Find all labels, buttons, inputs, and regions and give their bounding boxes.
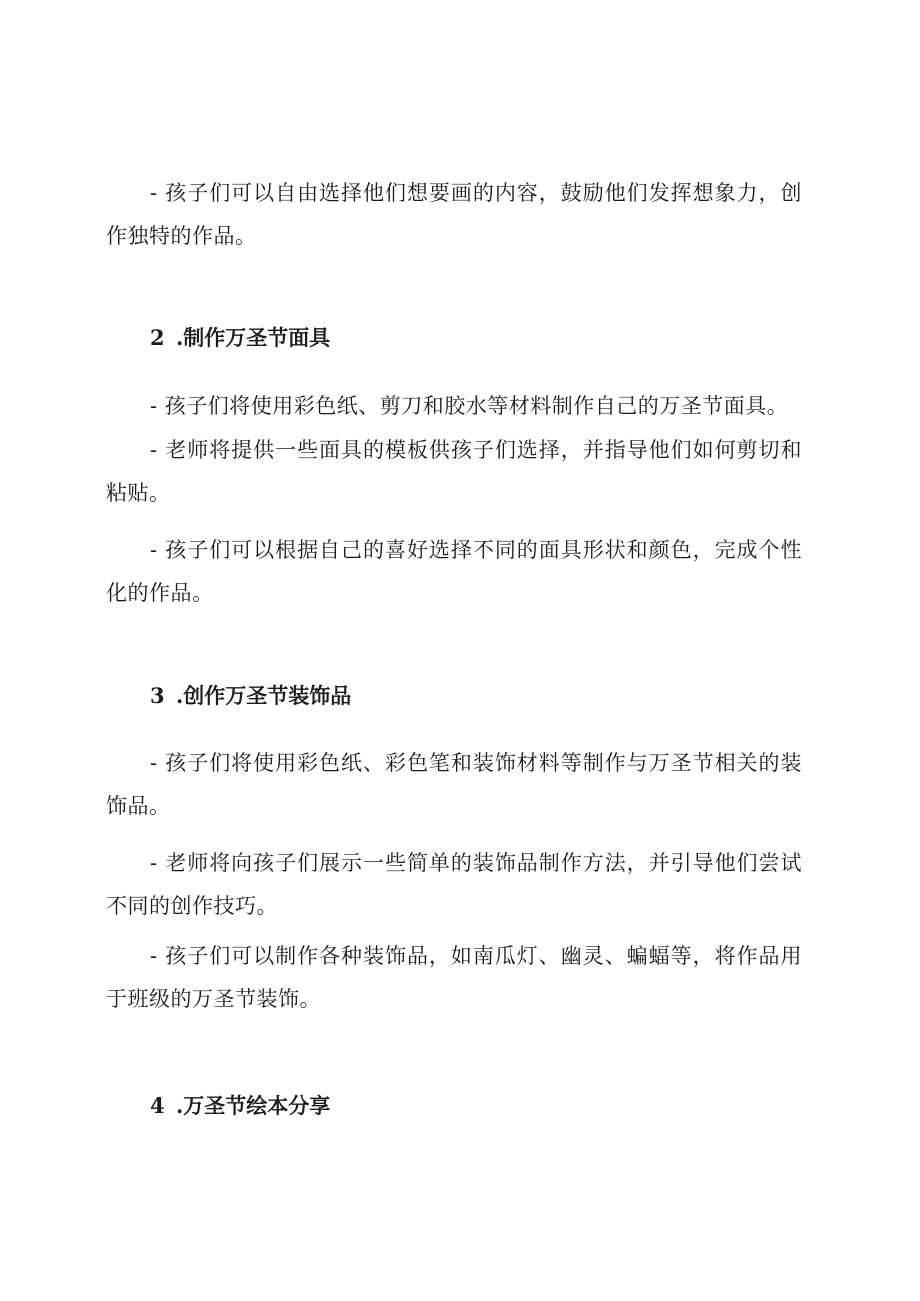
section-heading-4 [150,1091,330,1121]
paragraph-decoration-examples: - 孩子们可以制作各种装饰品，如南瓜灯、幽灵、蝙蝠等，将作品用于班级的万圣节装饰。 [106,944,802,1011]
section-number: 4 [150,1093,165,1118]
section-title: .创作万圣节装饰品 [176,683,352,708]
paragraph-mask-personalize: - 孩子们可以根据自己的喜好选择不同的面具形状和颜色，完成个性化的作品。 [106,538,802,605]
section-title: .制作万圣节面具 [176,325,331,350]
section-title: .万圣节绘本分享 [176,1093,331,1118]
paragraph-decoration-materials: - 孩子们将使用彩色纸、彩色笔和装饰材料等制作与万圣节相关的装饰品。 [106,751,802,818]
paragraph-mask-materials: - 孩子们将使用彩色纸、剪刀和胶水等材料制作自己的万圣节面具。 [150,394,789,418]
paragraph-free-drawing: - 孩子们可以自由选择他们想要画的内容，鼓励他们发挥想象力，创作独特的作品。 [106,181,802,248]
section-heading-2 [150,323,330,353]
section-heading-3 [150,681,351,711]
paragraph-decoration-methods: - 老师将向孩子们展示一些简单的装饰品制作方法，并引导他们尝试不同的创作技巧。 [106,851,802,918]
section-number: 2 [150,325,165,350]
section-number: 3 [150,683,165,708]
paragraph-mask-templates: - 老师将提供一些面具的模板供孩子们选择，并指导他们如何剪切和粘贴。 [106,438,802,505]
